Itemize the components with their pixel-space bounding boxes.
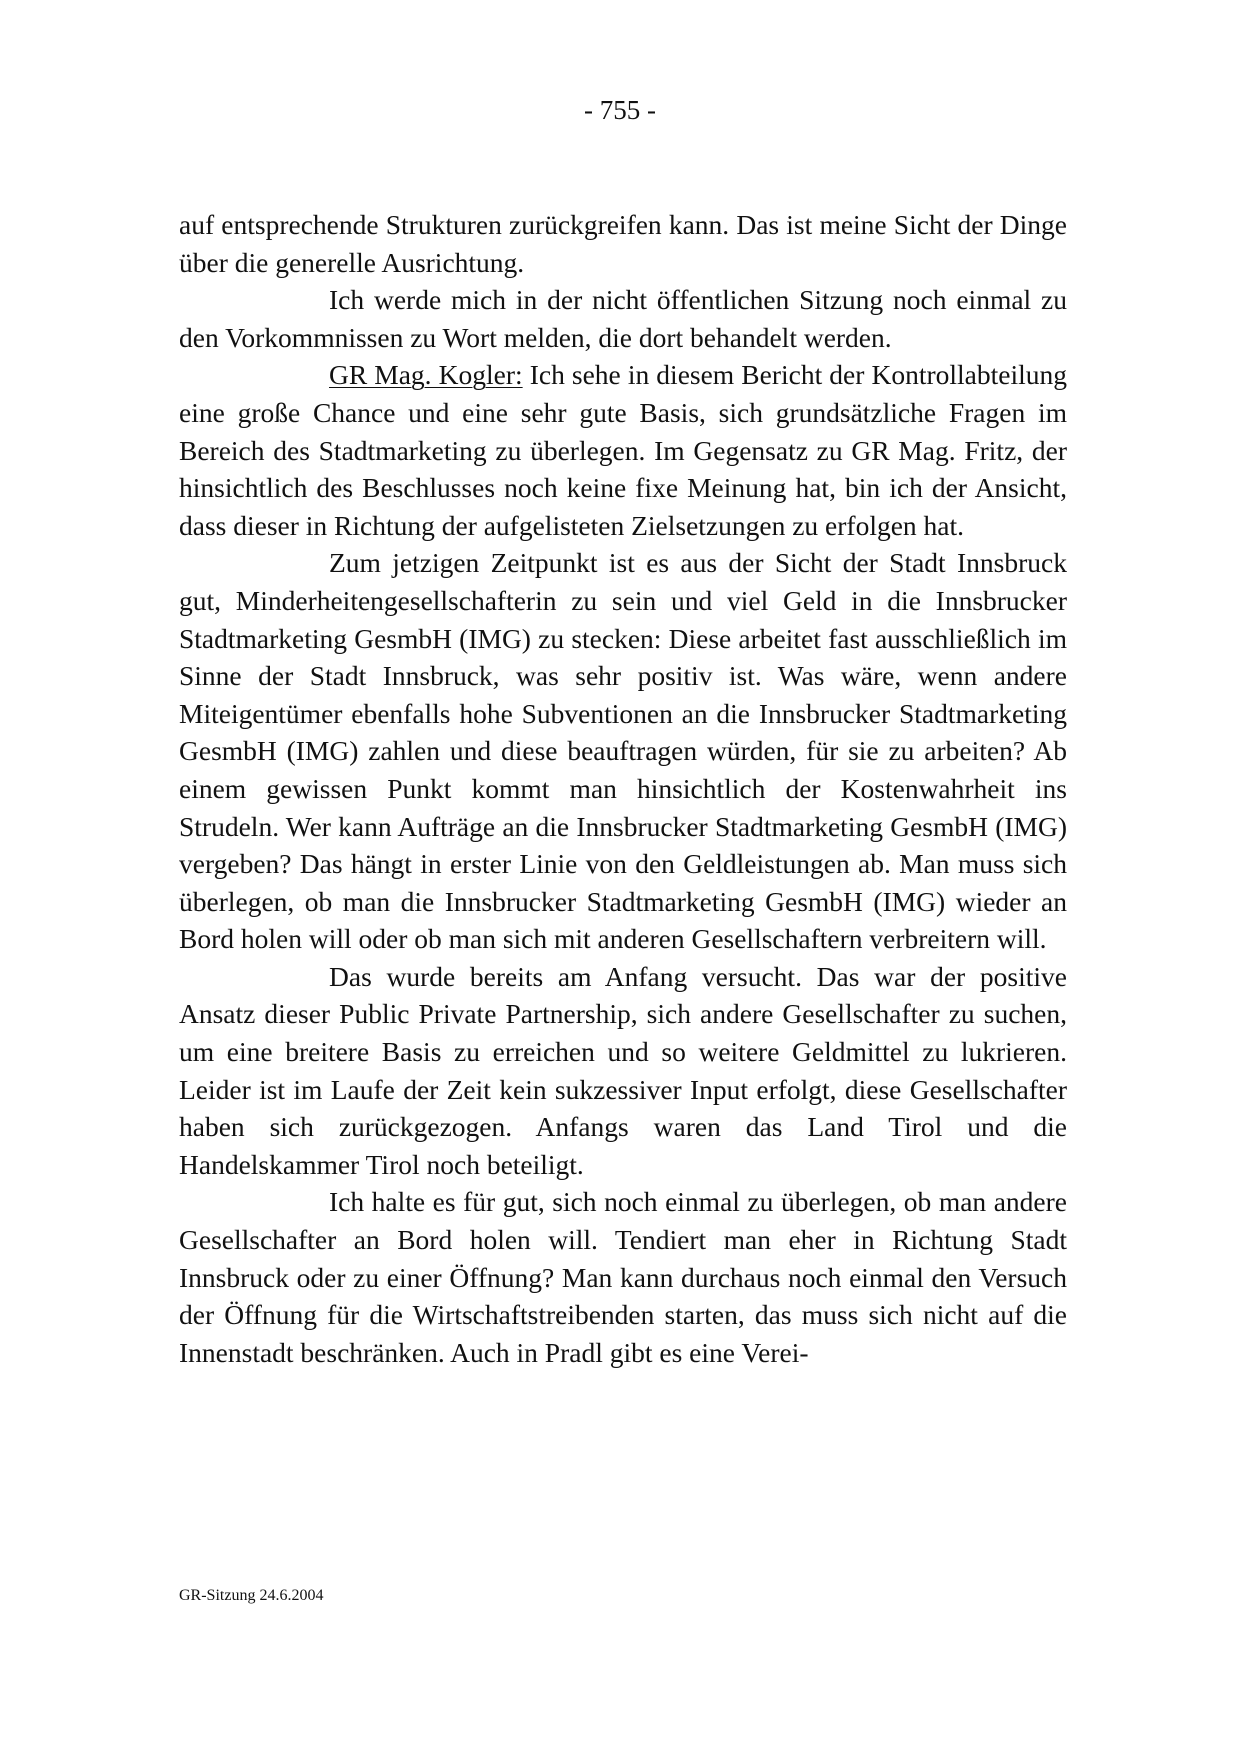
paragraph: Ich werde mich in der nicht öffentlichen Sitzung noch einmal zu den Vorkommnissen zu Wort melden, die dort behandelt werden. — [179, 284, 1067, 353]
footer-session-date: GR-Sitzung 24.6.2004 — [179, 1587, 324, 1604]
paragraph-continuation: auf entsprechende Strukturen zurückgreifen kann. Das ist meine Sicht der Dinge über die generelle Ausrichtung. — [179, 209, 1067, 278]
speaker-name: GR Mag. Kogler: — [329, 359, 523, 391]
paragraph: Das wurde bereits am Anfang versucht. Das war der positive Ansatz dieser Public Private Partnership, sich andere Gesellschafter zu suchen, um eine breitere Basis zu erreichen und so weitere Geldmittel zu lukrieren. Leider ist im Laufe der Zeit kein sukzessiver Input erfolgt, diese Gesellschafter haben sich zurückgezogen. Anfangs waren das Land Tirol und die Handelskammer Tirol noch beteiligt. — [179, 960, 1067, 1180]
speaker-statement: Ich sehe in diesem Bericht der Kontrollabteilung eine große Chance und eine sehr gute Basis, sich grundsätzliche Fragen im Bereich des Stadtmarketing zu überlegen. Im Gegensatz zu GR Mag. Fritz, der hinsichtlich des Beschlusses noch keine fixe Meinung hat, bin ich der Ansicht, dass dieser in Richtung der aufgelisteten Zielsetzungen zu erfolgen hat. — [179, 359, 1067, 541]
paragraph: Ich halte es für gut, sich noch einmal zu überlegen, ob man andere Gesellschafter an Bord holen will. Tendiert man eher in Richtung Stadt Innsbruck oder zu einer Öffnung? Man kann durchaus noch einmal den Versuch der Öffnung für die Wirtschaftstreibenden starten, das muss sich nicht auf die Innenstadt beschränken. Auch in Pradl gibt es eine Verei- — [179, 1186, 1067, 1368]
body-text — [179, 206, 1067, 1371]
paragraph: Zum jetzigen Zeitpunkt ist es aus der Sicht der Stadt Innsbruck gut, Minderheitengesellschafterin zu sein und viel Geld in die Innsbrucker Stadtmarketing GesmbH (IMG) zu stecken: Diese arbeitet fast ausschließlich im Sinne der Stadt Innsbruck, was sehr positiv ist. Was wäre, wenn andere Miteigentümer ebenfalls hohe Subventionen an die Innsbrucker Stadtmarketing GesmbH (IMG) zahlen und diese beauftragen würden, für sie zu arbeiten? Ab einem gewissen Punkt kommt man hinsichtlich der Kostenwahrheit ins Strudeln. Wer kann Aufträge an die Innsbrucker Stadtmarketing GesmbH (IMG) vergeben? Das hängt in erster Linie von den Geldleistungen ab. Man muss sich überlegen, ob man die Innsbrucker Stadtmarketing GesmbH (IMG) wieder an Bord holen will oder ob man sich mit anderen Gesellschaftern verbreitern will. — [179, 547, 1067, 955]
paragraph-speaker-kogler — [179, 356, 1067, 544]
page-number: - 755 - — [584, 95, 656, 125]
